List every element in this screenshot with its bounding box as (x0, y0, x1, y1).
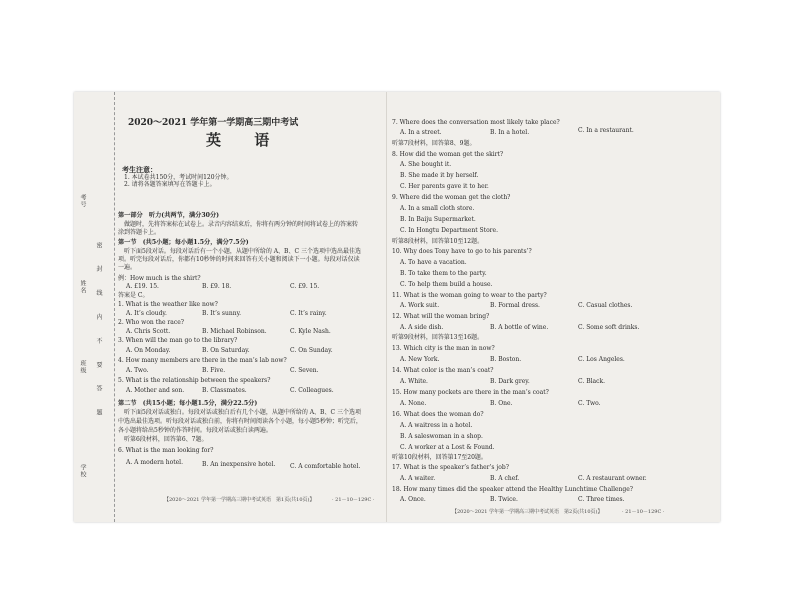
option: C. A restaurant owner. (578, 475, 647, 482)
note-line: 1. 本试卷共150分，考试时间120分钟。 (124, 174, 233, 181)
question: 18. How many times did the speaker attend the Healthy Lunchtime Challenge? (392, 486, 634, 493)
option: B. A saleswoman in a shop. (400, 433, 483, 440)
option: C. Casual clothes. (578, 302, 633, 309)
option: B. Classmates. (202, 387, 247, 394)
option: A. Once. (400, 496, 426, 503)
option: C. A worker at a Lost & Found. (400, 444, 495, 451)
page-right (392, 92, 716, 522)
option: B. A chef. (490, 475, 520, 482)
option: A. Work suit. (400, 302, 440, 309)
instruction-line: 涂到答题卡上。 (118, 229, 161, 236)
page-divider (386, 92, 387, 522)
option: C. Three times. (578, 496, 625, 503)
option: B. In a hotel. (490, 129, 530, 136)
question: 7. Where does the conversation most likely take place? (392, 119, 560, 126)
option: A. In a small cloth store. (400, 205, 475, 212)
option: C. On Sunday. (290, 347, 333, 354)
question: 16. What does the woman do? (392, 411, 484, 418)
listening-prompt: 听第9段材料，回答第13至16题。 (392, 334, 484, 341)
option: A. White. (400, 378, 428, 385)
instruction-line: 项。听完每段对话后，你都有10秒钟的时间来回答有关小题和阅读下一小题。每段对话仅读 (118, 256, 360, 263)
question: 6. What is the man looking for? (118, 447, 214, 454)
option: A. To have a vacation. (400, 259, 467, 266)
part-heading: 第一部分 听力(共两节，满分30分) (118, 212, 220, 219)
option: C. A comfortable hotel. (290, 463, 361, 470)
option: B. Formal dress. (490, 302, 540, 309)
option: B. One. (490, 400, 513, 407)
listening-prompt: 听第7段材料，回答第8、9题。 (392, 140, 476, 147)
option: B. On Saturday. (202, 347, 250, 354)
example-answer: 答案是 C。 (118, 292, 149, 299)
binding-label-name: 姓名 (79, 280, 86, 294)
option: A. £19. 15. (126, 283, 159, 290)
option: C. Kyle Nash. (290, 328, 331, 335)
section-heading: 第二节 (共15小题；每小题1.5分，满分22.5分) (118, 400, 258, 407)
question: 9. Where did the woman get the cloth? (392, 194, 511, 201)
option: A. It’s cloudy. (126, 310, 167, 317)
section-heading: 第一节 (共5小题；每小题1.5分，满分7.5分) (118, 239, 249, 246)
instruction-line: 一遍。 (118, 264, 137, 271)
instruction-line: 各小题将给出5秒钟的作答时间。每段对话或独白读两遍。 (118, 427, 272, 434)
option: B. Five. (202, 367, 226, 374)
binding-seal-text: 密 封 线 内 不 要 答 题 (95, 242, 102, 424)
notes-heading: 考生注意： (122, 165, 157, 174)
option: C. Seven. (290, 367, 319, 374)
option: A. Mother and son. (126, 387, 185, 394)
option: A. She bought it. (400, 161, 452, 168)
question: 12. What will the woman bring? (392, 313, 490, 320)
option: C. To help them build a house. (400, 281, 493, 288)
page-footer: 【2020～2021 学年第一学期高三期中考试英语 第1页(共10页)】 (164, 497, 315, 503)
note-line: 2. 请将各题答案填写在答题卡上。 (124, 181, 216, 188)
instruction-line: 做题时，先将答案标在试卷上。录音内容结束后，你将有两分钟的时间将试卷上的答案转 (124, 221, 359, 228)
option: C. Black. (578, 378, 605, 385)
option: B. A bottle of wine. (490, 324, 549, 331)
question: 17. What is the speaker’s father’s job? (392, 464, 509, 471)
binding-margin (74, 92, 115, 522)
question: 14. What color is the man’s coat? (392, 367, 494, 374)
option: B. To take them to the party. (400, 270, 487, 277)
option: B. Dark grey. (490, 378, 530, 385)
listening-prompt: 听第8段材料，回答第10至12题。 (392, 238, 484, 245)
option: A. New York. (400, 356, 440, 363)
binding-label-class: 班级 (79, 360, 86, 374)
question: 11. What is the woman going to wear to the party? (392, 292, 547, 299)
option: B. In Baiju Supermarket. (400, 216, 476, 223)
question: 1. What is the weather like now? (118, 301, 218, 308)
option: B. It’s sunny. (202, 310, 242, 317)
option: A. On Monday. (126, 347, 171, 354)
option: C. Her parents gave it to her. (400, 183, 489, 190)
option: A. Two. (126, 367, 149, 374)
option: A. A waitress in a hotel. (400, 422, 473, 429)
option: C. Colleagues. (290, 387, 334, 394)
option: C. £9. 15. (290, 283, 320, 290)
option: A. A modern hotel. (126, 459, 183, 466)
binding-label-exam-no: 考号 (79, 194, 86, 208)
question: 8. How did the woman get the skirt? (392, 151, 504, 158)
option: C. Two. (578, 400, 601, 407)
question: 2. Who won the race? (118, 319, 185, 326)
question: 3. When will the man go to the library? (118, 337, 238, 344)
listening-prompt: 听第10段材料，回答第17至20题。 (392, 454, 487, 461)
page-footer-code: · 21－10－129C · (622, 509, 665, 515)
option: B. She made it by herself. (400, 172, 479, 179)
question: 5. What is the relationship between the speakers? (118, 377, 271, 384)
option: C. Los Angeles. (578, 356, 625, 363)
option: A. A side dish. (400, 324, 444, 331)
option: B. Boston. (490, 356, 522, 363)
page-footer: 【2020～2021 学年第一学期高三期中考试英语 第2页(共10页)】 (452, 509, 603, 515)
page-footer-code: · 21－10－129C · (332, 497, 375, 503)
page-left (118, 92, 384, 522)
exam-paper (74, 92, 720, 522)
option: C. In Hongtu Department Store. (400, 227, 499, 234)
question: 4. How many members are there in the man’s lab now? (118, 357, 287, 364)
option: C. In a restaurant. (578, 127, 634, 134)
option: B. Twice. (490, 496, 518, 503)
question: 10. Why does Tony have to go to his parents’? (392, 248, 532, 255)
question: 13. Which city is the man in now? (392, 345, 495, 352)
subject-title: 英 语 (206, 131, 284, 149)
example-question: 例：How much is the shirt? (118, 275, 201, 282)
instruction-line: 听下面5段对话或独白。每段对话或独白后有几个小题，从题中所给的 A、B、C 三个选项 (124, 409, 361, 416)
option: A. A waiter. (400, 475, 436, 482)
exam-title: 2020～2021 学年第一学期高三期中考试 (128, 118, 299, 128)
option: B. £9. 18. (202, 283, 232, 290)
option: B. An inexpensive hotel. (202, 461, 276, 468)
instruction-line: 听第6段材料，回答第6、7题。 (124, 436, 208, 443)
option: B. Michael Robinson. (202, 328, 267, 335)
binding-label-school: 学校 (79, 464, 86, 478)
question: 15. How many pockets are there in the man’s coat? (392, 389, 549, 396)
option: A. None. (400, 400, 427, 407)
instruction-line: 听下面5段对话。每段对话后有一个小题，从题中所给的 A、B、C 三个选项中选出最佳选 (124, 248, 361, 255)
option: A. Chris Scott. (126, 328, 171, 335)
option: C. It’s rainy. (290, 310, 327, 317)
option: A. In a street. (400, 129, 442, 136)
option: C. Some soft drinks. (578, 324, 640, 331)
instruction-line: 中选出最佳选项。听每段对话或独白前，你将有时间阅读各个小题，每小题5秒钟；听完后， (118, 418, 362, 425)
